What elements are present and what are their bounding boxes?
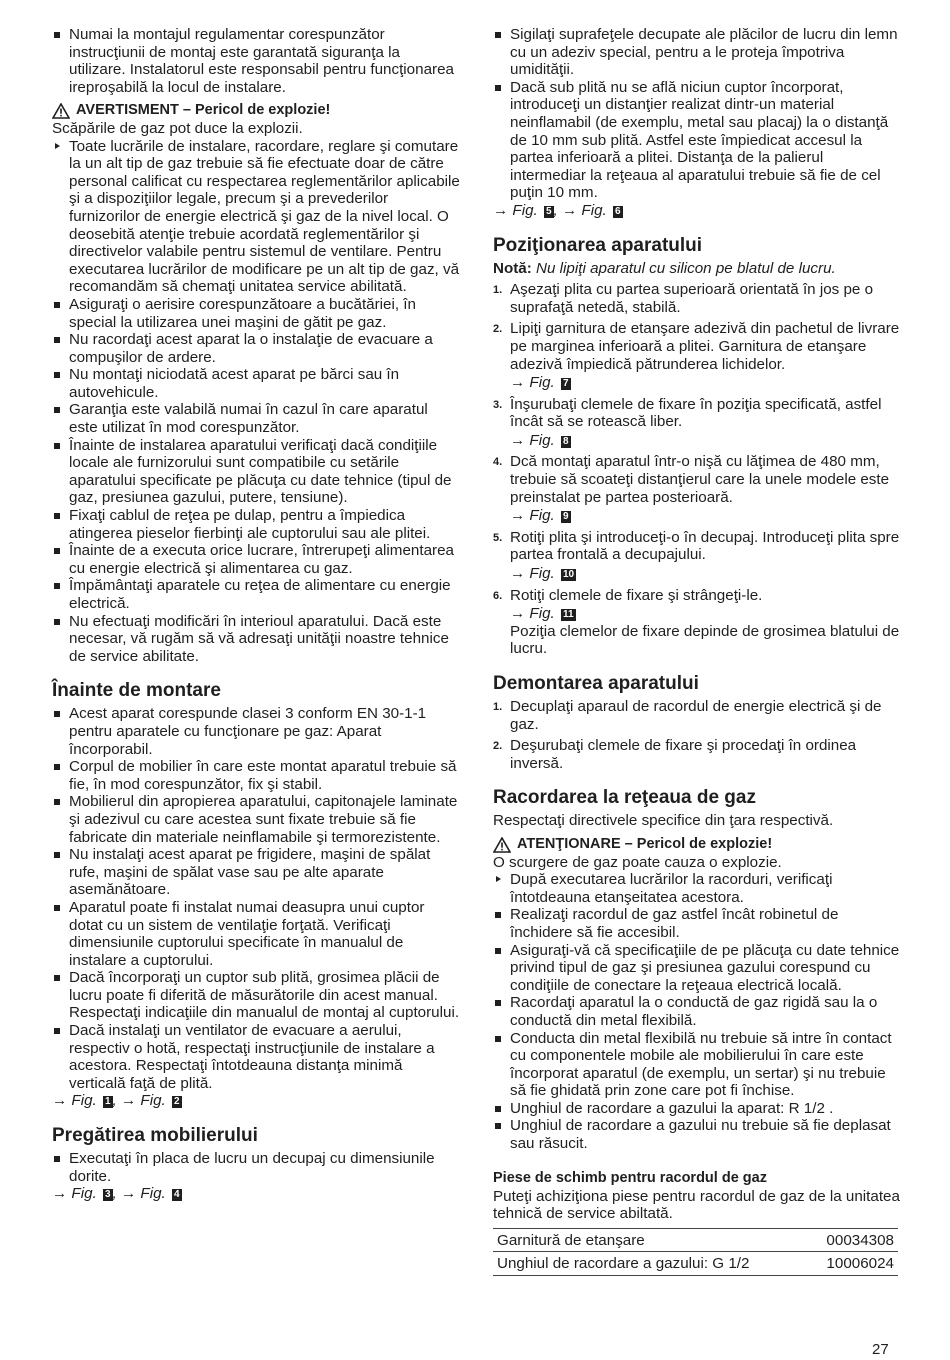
figure-reference: → Fig. 11 [510,605,574,623]
part-name-cell: Garnitură de etanşare [493,1228,807,1252]
list-item: Înainte de instalarea aparatului verificaţi dacă condiţiile locale ale furnizorului sunt compatibile cu setările aparatului specificate pe plăcuţa cu date tehnice (tipul de gaz, presiunea gazului, putere, tensiune). [52,437,460,507]
figure-reference: → Fig. 7 [510,374,569,392]
arrow-item: După executarea lucrărilor la racorduri, verificaţi întotdeauna etanşeitatea acestora. [493,871,903,906]
list-item: Nu efectuaţi modificări în interioul aparatului. Dacă este necesar, vă rugăm să vă adresaţi unităţii noastre tehnice de service abilitate. [52,613,460,666]
warning-text: O scurgere de gaz poate cauza o explozie. [493,853,782,871]
numbered-step: 2. Deşurubaţi clemele de fixare şi procedaţi în ordinea inversă. [493,737,857,772]
list-item: Asiguraţi o aerisire corespunzătoare a bucătăriei, în special la utilizarea unei maşini de gătit pe gaz. [52,296,460,331]
list-item: Garanţia este valabilă numai în cazul în care aparatul este utilizat în mod corespunzător. [52,401,460,436]
numbered-step: 1. Aşezaţi plita cu partea superioară orientată în jos pe o suprafaţă netedă, stabilă. [493,281,874,316]
list-item: Dacă încorporaţi un cuptor sub plită, grosimea plăcii de lucru poate fi diferită de măsurătorile din acest manual. Respectaţi indicaţiile din manualul de montaj al cuptorului. [52,969,460,1022]
table-row [493,1228,898,1252]
list-item: Executaţi în placa de lucru un decupaj cu dimensiunile dorite. [52,1150,460,1185]
paragraph: Puteţi achiziţiona piese pentru racordul de gaz de la unitatea tehnică de service abiltată. [493,1187,900,1223]
warning-title: ATENŢIONARE – Pericol de explozie! [493,836,903,854]
figure-number-badge: 2 [173,1096,180,1108]
numbered-step: 5. Rotiţi plita şi introduceţi-o în decupaj. Introduceţi plita spre partea frontală a decupajului. → Fig. 10 [493,529,903,583]
figure-reference: → Fig. 10 [510,565,575,583]
paragraph: Respectaţi directivele specifice din ţara respectivă. [493,812,834,830]
figure-reference: → Fig. 3 , → Fig. 4 [52,1185,180,1203]
figure-number-badge: 7 [562,378,569,390]
list-item: Racordaţi aparatul la o conductă de gaz rigidă sau la o conductă din metal flexibilă. [493,994,903,1029]
figure-number-badge: 9 [562,511,569,523]
figure-number-badge: 5 [545,205,552,217]
list-item: Numai la montajul regulamentar corespunzător instrucţiunii de montaj este garantată siguranţa la utilizare. Instalatorul este responsabil pentru funcţionarea ireproşabilă la locul de instalare. [52,26,460,96]
section-heading-positioning: Poziţionarea aparatului [493,234,703,256]
numbered-step: 4. Dcă montaţi aparatul într-o nişă cu lăţimea de 480 mm, trebuie să scoateţi distanţierul care la unele modele este preinstalat pe partea posterioară. → Fig. 9 [493,453,903,524]
list-item: Corpul de mobilier în care este montat aparatul trebuie să fie, în mod corespunzător, fix şi stabil. [52,758,460,793]
figure-number-badge: 6 [614,205,621,217]
list-item: Dacă instalaţi un ventilator de evacuare a aerului, respectiv o hotă, respectaţi instrucţiunile de instalare a acestora. Respectaţi întotdeauna distanţa minimă verticală faţă de plită. [52,1022,460,1092]
spare-parts-table [493,1228,898,1276]
list-item: Împământaţi aparatele cu reţea de alimentare cu energie electrică. [52,577,460,612]
list-item: Unghiul de racordare a gazului la aparat: R 1/2 . [493,1100,903,1118]
section-heading-gas-connection: Racordarea la reţeaua de gaz [493,787,756,809]
list-item: Conducta din metal flexibilă nu trebuie să intre în contact cu componentele mobile ale mobilierului în care este încorporat aparatul (de exemplu, un sertar) şi nu trebuie să fie ghidată prin zone care pot fi închise. [493,1030,903,1100]
list-item: Unghiul de racordare a gazului nu trebuie să fie deplasat sau răsucit. [493,1117,903,1152]
section-heading-furniture-prep: Pregătirea mobilierului [52,1125,258,1147]
figure-number-badge: 11 [562,609,574,621]
warning-triangle-icon [493,837,511,853]
list-item: Mobilierul din apropierea aparatului, capitonajele laminate şi adezivul cu care acestea sunt fixate trebuie să fie fabricate din materiale neinflamabile şi termorezistente. [52,793,460,846]
part-code-cell: 10006024 [807,1252,898,1276]
figure-number-badge: 10 [562,569,575,581]
figure-number-badge: 3 [104,1189,111,1201]
list-item: Fixaţi cablul de reţea pe dulap, pentru a împiedica atingerea pieselor fierbinţi ale cuptorului sau ale plitei. [52,507,460,542]
numbered-step: 6. Rotiţi clemele de fixare şi strângeţi-le. → Fig. 11 Poziţia clemelor de fixare depinde de grosimea blatului de lucru. [493,587,903,658]
warning-triangle-icon [52,103,70,119]
table-row [493,1252,898,1276]
list-item: Nu instalaţi acest aparat pe frigidere, maşini de spălat rufe, maşini de spălat vase sau pe alte aparate asemănătoare. [52,846,460,899]
step-extra-text: Poziţia clemelor de fixare depinde de grosimea blatului de lucru. [510,622,900,658]
list-item: Dacă sub plită nu se află niciun cuptor încorporat, introduceţi un distanţier realizat dintr-un material neinflamabil (de exemplu, metal sau placaj) la o distanţă de 10 mm sub plită. Astfel este împiedicat accesul la partea inferioară a plitei. Distanţa de la palierul intermediar la reţeaua al aparatului trebuie să fie de cel puţin 10 mm. [493,79,903,202]
list-item: Sigilaţi suprafeţele decupate ale plăcilor de lucru din lemn cu un adeziv special, pentru a le proteja împotriva umidităţii. [493,26,903,79]
figure-reference: → Fig. 9 [510,507,569,525]
list-item: Acest aparat corespunde clasei 3 conform EN 30-1-1 pentru aparatele cu funcţionare pe gaz: Aparat încorporabil. [52,705,460,758]
note: Notă: Nu lipiţi aparatul cu silicon pe blatul de lucru. [493,259,836,277]
numbered-step: 1. Decuplaţi aparaul de racordul de energie electrică şi de gaz. [493,698,882,733]
list-item: Nu montaţi niciodată acest aparat pe bărci sau în autovehicule. [52,366,460,401]
numbered-step: 3. Înşurubaţi clemele de fixare în poziţia specificată, astfel încât să se rotească liber. → Fig. 8 [493,396,903,450]
figure-reference: → Fig. 1 , → Fig. 2 [52,1092,180,1110]
page-number: 27 [872,1341,889,1358]
subheading-spare-parts: Piese de schimb pentru racordul de gaz [493,1169,767,1186]
figure-number-badge: 4 [173,1189,180,1201]
section-heading-removal: Demontarea aparatului [493,673,699,694]
list-item: Înainte de a executa orice lucrare, întrerupeţi alimentarea cu energie electrică şi alimentarea cu gaz. [52,542,460,577]
list-item: Asiguraţi-vă că specificaţiile de pe plăcuţa cu date tehnice privind tipul de gaz şi presiunea gazului corespund cu condiţiile de conectare la reţeaua electrică locală. [493,942,903,995]
list-item: Nu racordaţi acest aparat la o instalaţie de evacuare a compuşilor de ardere. [52,331,460,366]
part-name-cell: Unghiul de racordare a gazului: G 1/2 [493,1252,807,1276]
figure-number-badge: 1 [104,1096,111,1108]
part-code-cell: 00034308 [807,1228,898,1252]
figure-reference: → Fig. 8 [510,431,569,449]
left-column [52,26,460,1203]
figure-reference: → Fig. 5 , → Fig. 6 [493,201,621,219]
numbered-step: 2. Lipiţi garnitura de etanşare adezivă din pachetul de livrare pe marginea inferioară a plitei. Garnitura de etanşare adezivă împiedică pătrunderea lichidelor. → Fig. 7 [493,320,903,391]
figure-number-badge: 8 [562,435,569,447]
right-column [493,26,903,1276]
section-heading-before-mounting: Înainte de montare [52,680,221,702]
arrow-item: Toate lucrările de instalare, racordare, reglare şi comutare la un alt tip de gaz trebuie să fie efectuate doar de către personal calificat cu respectarea reglementărilor aplicabile şi a dispoziţiilor legale, precum şi a prevederilor furnizorilor de energie electrică şi gaz de la nivel local. O deosebită atenţie trebuie acordată reglementărilor şi directivelor valabile pentru sistemul de ventilare. Pentru executarea lucrărilor de modificare pe un alt tip de gaz, vă recomandăm să chemaţi unitatea service abilitată. [52,138,460,296]
list-item: Aparatul poate fi instalat numai deasupra unui cuptor dotat cu un sistem de ventilaţie forţată. Verificaţi dimensiunile cuptorului specificate în manualul de instalare a cuptorului. [52,899,460,969]
warning-text: Scăpările de gaz pot duce la explozii. [52,119,303,137]
list-item: Realizaţi racordul de gaz astfel încât robinetul de închidere să fie accesibil. [493,906,903,941]
warning-title: AVERTISMENT – Pericol de explozie! [52,102,460,120]
